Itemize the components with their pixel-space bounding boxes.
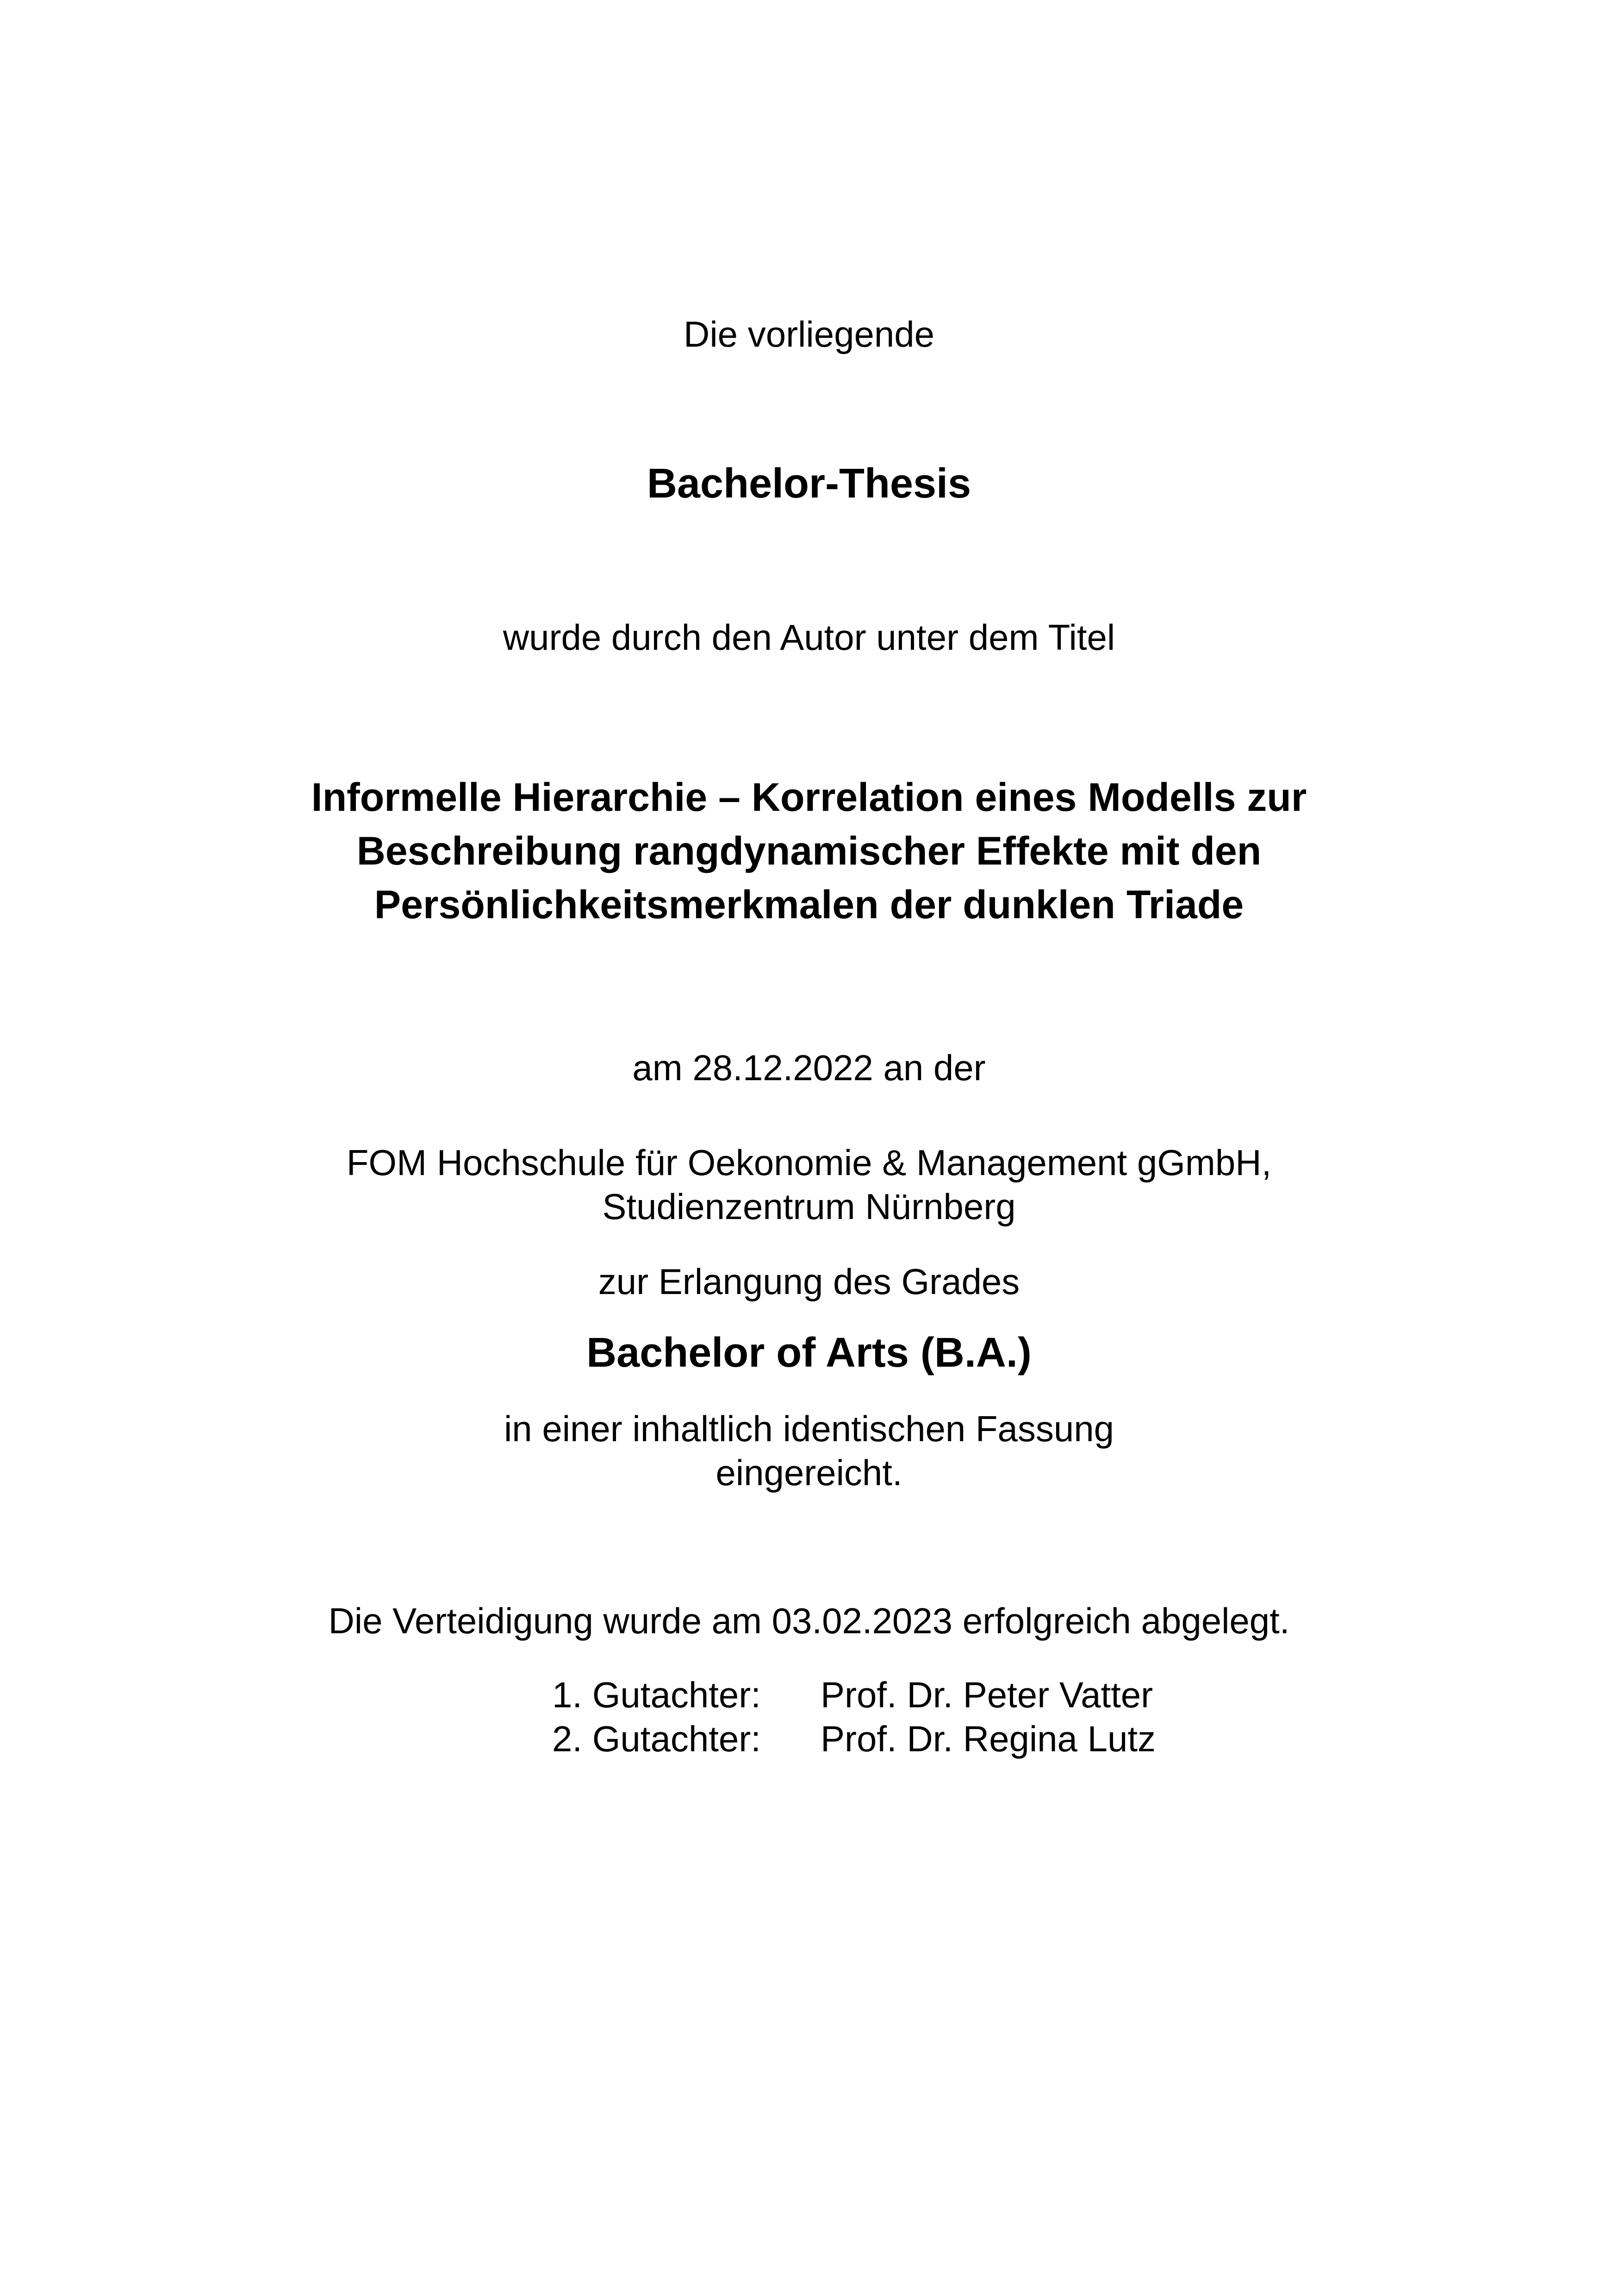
institution-line: FOM Hochschule für Oekonomie & Management gGmbH, xyxy=(346,1142,1272,1183)
reviewer-label: 1. Gutachter: xyxy=(552,1674,761,1715)
reviewer-name: Prof. Dr. Peter Vatter xyxy=(821,1674,1153,1715)
institution-line: Studienzentrum Nürnberg xyxy=(602,1186,1016,1227)
thesis-title-line: Informelle Hierarchie – Korrelation eines Modells zur xyxy=(311,775,1307,820)
reviewer-label: 2. Gutachter: xyxy=(552,1718,761,1759)
defense-statement: Die Verteidigung wurde am 03.02.2023 erfolgreich abgelegt. xyxy=(328,1600,1290,1641)
reviewer-name: Prof. Dr. Regina Lutz xyxy=(821,1718,1156,1759)
thesis-title-line: Beschreibung rangdynamischer Effekte mit den xyxy=(356,829,1262,873)
thesis-title xyxy=(0,771,1618,932)
author-statement: wurde durch den Autor unter dem Titel xyxy=(503,617,1115,658)
degree-intro: zur Erlangung des Grades xyxy=(598,1261,1020,1302)
institution xyxy=(0,1141,1618,1229)
submission-note-line: in einer inhaltlich identischen Fassung xyxy=(504,1408,1114,1449)
submission-note-line: eingereicht. xyxy=(716,1452,902,1493)
thesis-title-line: Persönlichkeitsmerkmalen der dunklen Triade xyxy=(374,883,1244,927)
submission-note xyxy=(0,1407,1618,1495)
intro-text: Die vorliegende xyxy=(683,314,934,355)
document-type-heading: Bachelor-Thesis xyxy=(647,460,971,507)
degree-heading: Bachelor of Arts (B.A.) xyxy=(586,1330,1032,1376)
reviewer-list xyxy=(552,1673,1156,1761)
reviewer-row xyxy=(552,1673,1156,1717)
submission-date: am 28.12.2022 an der xyxy=(632,1047,986,1088)
reviewer-row xyxy=(552,1717,1156,1761)
